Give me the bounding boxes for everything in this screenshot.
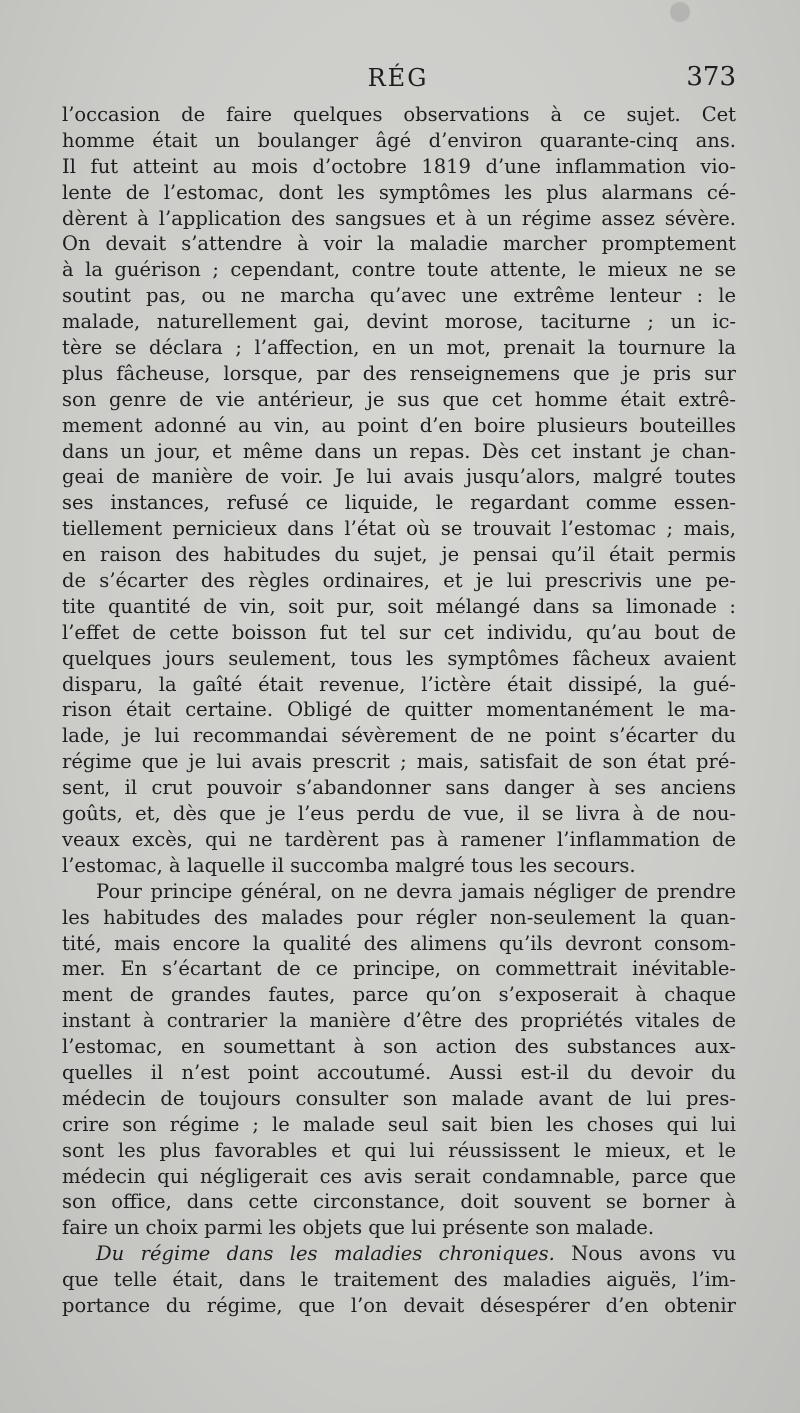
text-line: mer. En s’écartant de ce principe, on commettrait inévitable- (62, 957, 736, 981)
body-text (62, 102, 736, 1319)
text-line: Pour principe général, on ne devra jamais négliger de prendre (96, 879, 736, 903)
running-head (60, 62, 736, 96)
text-line: dèrent à l’application des sangsues et à un régime assez sévère. (62, 206, 736, 230)
text-line: médecin de toujours consulter son malade avant de lui pres- (62, 1086, 736, 1110)
text-line: les habitudes des malades pour régler non-seulement la quan- (62, 905, 736, 929)
text-line: l’estomac, en soumettant à son action des substances aux- (62, 1035, 736, 1059)
text-line: mement adonné au vin, au point d’en boire plusieurs bouteilles (62, 413, 736, 437)
text-line: quelles il n’est point accoutumé. Aussi est-il du devoir du (62, 1060, 736, 1084)
paragraph-general-principle (62, 879, 736, 1241)
text-line: veaux excès, qui ne tardèrent pas à ramener l’inflammation de (62, 827, 736, 851)
text-line: Il fut atteint au mois d’octobre 1819 d’une inflammation vio- (62, 154, 736, 178)
text-line: plus fâcheuse, lorsque, par des renseignemens que je pris sur (62, 361, 736, 385)
text-line: crire son régime ; le malade seul sait bien les choses qui lui (62, 1112, 736, 1136)
text-line: goûts, et, dès que je l’eus perdu de vue, il se livra à de nou- (62, 802, 736, 826)
text-line: tite quantité de vin, soit pur, soit mélangé dans sa limonade : (62, 594, 736, 618)
text-line: disparu, la gaîté était revenue, l’ictère était dissipé, la gué- (62, 672, 736, 696)
text-line: geai de manière de voir. Je lui avais jusqu’alors, malgré toutes (62, 465, 736, 489)
italic-section-heading: Du régime dans les maladies chroniques. (96, 1242, 555, 1266)
text-line (62, 1241, 736, 1267)
text-line: quelques jours seulement, tous les symptômes fâcheux avaient (62, 646, 736, 670)
text-line: rison était certaine. Obligé de quitter momentanément le ma- (62, 698, 736, 722)
text-line: l’estomac, à laquelle il succomba malgré tous les secours. (62, 853, 636, 877)
text-line: On devait s’attendre à voir la maladie marcher promptement (62, 232, 736, 256)
text-line: instant à contrarier la manière d’être des propriétés vitales de (62, 1009, 736, 1033)
text-line: lade, je lui recommandai sévèrement de ne point s’écarter du (62, 724, 736, 748)
text-line: son office, dans cette circonstance, doit souvent se borner à (62, 1190, 736, 1214)
text-line: que telle était, dans le traitement des maladies aiguës, l’im- (62, 1268, 736, 1292)
paragraph-continuation (62, 102, 736, 879)
text-line: tité, mais encore la qualité des alimens qu’ils devront consom- (62, 931, 736, 955)
text-line: portance du régime, que l’on devait désespérer d’en obtenir (62, 1293, 736, 1317)
text-line: son genre de vie antérieur, je sus que cet homme était extrê- (62, 387, 736, 411)
text-line: de s’écarter des règles ordinaires, et je lui prescrivis une pe- (62, 569, 736, 593)
text-line: tiellement pernicieux dans l’état où se trouvait l’estomac ; mais, (62, 517, 736, 541)
text-line: sent, il crut pouvoir s’abandonner sans danger à ses anciens (62, 776, 736, 800)
text-line: ment de grandes fautes, parce qu’on s’exposerait à chaque (62, 983, 736, 1007)
text-line: médecin qui négligerait ces avis serait condamnable, parce que (62, 1164, 736, 1188)
ink-smudge (670, 2, 690, 22)
text-line: ses instances, refusé ce liquide, le regardant comme essen- (62, 491, 736, 515)
text-line: lente de l’estomac, dont les symptômes les plus alarmans cé- (62, 180, 736, 204)
text-line: faire un choix parmi les objets que lui présente son malade. (62, 1216, 655, 1240)
page-number: 373 (686, 62, 736, 92)
text-line: soutint pas, ou ne marcha qu’avec une extrême lenteur : le (62, 284, 736, 308)
text-line: régime que je lui avais prescrit ; mais, satisfait de son état pré- (62, 750, 736, 774)
paragraph-chronic-diseases (62, 1241, 736, 1319)
text-line: à la guérison ; cependant, contre toute attente, le mieux ne se (62, 258, 736, 282)
text-line-rest: Nous avons vu (554, 1242, 736, 1266)
running-head-title: RÉG (367, 64, 429, 92)
text-line: tère se déclara ; l’affection, en un mot, prenait la tournure la (62, 336, 736, 360)
text-line: l’occasion de faire quelques observations à ce sujet. Cet (62, 103, 736, 126)
text-line: en raison des habitudes du sujet, je pensai qu’il était permis (62, 543, 736, 567)
text-line: homme était un boulanger âgé d’environ quarante-cinq ans. (62, 128, 736, 152)
text-line: sont les plus favorables et qui lui réussissent le mieux, et le (62, 1138, 736, 1162)
text-line: dans un jour, et même dans un repas. Dès cet instant je chan- (62, 439, 736, 463)
text-line: malade, naturellement gai, devint morose, taciturne ; un ic- (62, 310, 736, 334)
text-line: l’effet de cette boisson fut tel sur cet individu, qu’au bout de (62, 620, 736, 644)
